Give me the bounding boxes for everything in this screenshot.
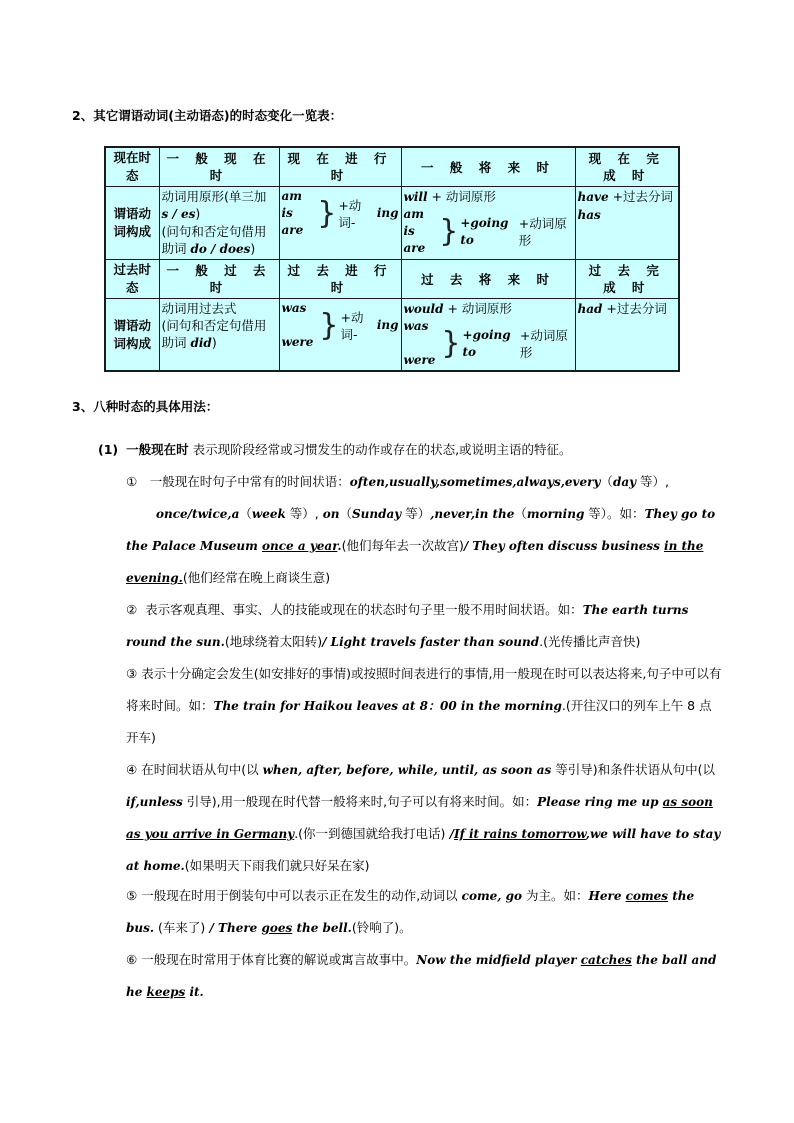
usage-item-5	[126, 880, 722, 944]
suffix-text: ing	[376, 206, 399, 220]
be-form: was	[403, 319, 429, 333]
example-text: the bus.	[126, 889, 695, 935]
usage-item-3	[126, 658, 722, 754]
aux-text: do / does	[190, 242, 251, 256]
item-number: ⑥	[126, 952, 138, 967]
suffix-text: +动词-	[338, 197, 362, 230]
suffix-text: +going to	[460, 215, 509, 247]
past-simple-cell	[159, 299, 279, 372]
text: 表示客观真理、事实、人的技能或现在的状态时句子里一般不用时间状语。如：	[145, 602, 583, 617]
tense-table	[104, 146, 680, 372]
past-perfect-header: 过 去 完 成 时	[575, 260, 679, 299]
text: 一般现在时常用于体育比赛的解说或寓言故事中。	[141, 952, 417, 967]
will-text: will	[403, 190, 428, 204]
example-text: once/twice,a	[156, 507, 240, 521]
example-text: The earth turns round the sun.	[126, 603, 689, 649]
text: 动词用原形(单三加	[161, 189, 267, 204]
example-text: when, after, before, while, until, as soon as	[262, 763, 552, 777]
past-progressive-cell	[279, 299, 401, 372]
translation: (他们每年去一次故宫)	[341, 538, 464, 553]
text: （	[339, 506, 352, 521]
text: 一般现在时用于倒装句中可以表示正在发生的动作,动词以	[141, 888, 462, 903]
translation: (地球绕着太阳转)	[224, 634, 323, 649]
past-forms-row	[105, 299, 679, 372]
usage-item-1	[126, 466, 722, 594]
suffix-text: +going to	[462, 327, 511, 359]
be-form: are	[403, 241, 426, 255]
future-cell	[401, 187, 575, 260]
be-form: is	[403, 224, 415, 238]
usage-description: 表示现阶段经常或习惯发生的动作或存在的状态,或说明主语的特征。	[188, 442, 572, 457]
text: （	[600, 474, 613, 489]
translation: (铃响了)。	[351, 920, 412, 935]
example-text: Please ring me up	[537, 795, 663, 809]
example-underlined: as soon as you arrive in Germany	[126, 795, 713, 841]
present-header-row	[105, 147, 679, 187]
text: 一般现在时句子中常有的时间状语：	[137, 474, 350, 489]
past-simple-header: 一 般 过 去 时	[159, 260, 279, 299]
example-text: Here	[588, 889, 626, 903]
example-underlined: catches	[580, 953, 632, 967]
has-text: has	[577, 208, 601, 222]
example-text: /	[445, 827, 454, 841]
would-text: would	[403, 302, 444, 316]
text: 表示十分确定会发生(如安排好的事情)或按照时间表进行的事情,用一般现在时可以表达将来,句子中可以有将来时间。如：	[126, 666, 722, 713]
text: )	[250, 241, 256, 256]
translation: (车来了)	[154, 920, 206, 935]
be-form: were	[403, 353, 436, 367]
usage-item-6	[126, 944, 722, 1008]
suffix-text: s / es	[161, 207, 196, 221]
brace-icon: }	[317, 195, 337, 231]
text: 等）。如：	[584, 506, 645, 521]
text: （	[239, 506, 252, 521]
future-header: 一 般 将 来 时	[401, 147, 575, 187]
aux-text: did	[190, 336, 212, 350]
row-label: 谓语动词构成	[105, 187, 159, 260]
item-number: ①	[126, 474, 138, 489]
example-text: on	[322, 507, 340, 521]
item-number: ③	[126, 666, 138, 681]
text: (问句和否定句借用助词	[161, 318, 267, 350]
present-forms-row	[105, 187, 679, 260]
present-label: 现在时态	[105, 147, 159, 187]
had-text: had	[577, 302, 603, 316]
present-simple-cell: 动词用原形(单三加 s / es) (问句和否定句借用助词 do / does)	[159, 187, 279, 260]
example-text: / Light travels faster than sound	[322, 635, 540, 649]
translation: .(开往汉口的列车上午 8 点开车)	[126, 698, 712, 745]
be-form: is	[281, 206, 293, 220]
row-label: 谓语动词构成	[105, 299, 159, 372]
item-number: ⑤	[126, 888, 138, 903]
usage-tense-name: 一般现在时	[126, 442, 189, 457]
be-form: was	[281, 301, 307, 315]
suffix-text: ing	[376, 318, 399, 332]
suffix-text: +动词原形	[518, 215, 567, 248]
be-form: am	[281, 189, 302, 203]
brace-icon: }	[441, 325, 461, 361]
example-text: The train for Haikou leaves at 8：00 in the morning	[213, 699, 562, 713]
past-perfect-cell	[575, 299, 679, 372]
example-text: the ball and he	[126, 953, 717, 999]
past-header-row	[105, 260, 679, 299]
text: 动词用过去式	[161, 301, 237, 316]
example-text: it.	[185, 985, 204, 999]
text: （	[514, 506, 527, 521]
text: 等）,	[636, 474, 670, 489]
example-text: if,unless	[126, 795, 183, 809]
translation: (他们经常在晚上商谈生意)	[182, 570, 331, 585]
translation: (如果明天下雨我们就只好呆在家)	[184, 858, 370, 873]
present-progressive-header: 现 在 进 行 时	[279, 147, 401, 187]
text: )	[211, 335, 217, 350]
translation: .(你一到德国就给我打电话)	[294, 826, 446, 841]
be-form: are	[281, 223, 304, 237]
past-progressive-header: 过 去 进 行 时	[279, 260, 401, 299]
present-perfect-header: 现 在 完 成 时	[575, 147, 679, 187]
example-underlined: keeps	[146, 985, 186, 999]
text: +过去分词	[602, 301, 667, 316]
text: +过去分词	[608, 189, 674, 204]
be-form: were	[281, 335, 314, 349]
text: 等引导)和条件状语从句中(以	[551, 762, 716, 777]
have-text: have	[577, 190, 609, 204]
item-number: ②	[126, 602, 138, 617]
brace-icon: }	[319, 307, 339, 343]
example-text: often,usually,sometimes,always,every	[349, 475, 601, 489]
example-underlined: once a year	[262, 539, 338, 553]
present-progressive-cell	[279, 187, 401, 260]
present-perfect-cell	[575, 187, 679, 260]
present-simple-header: 一 般 现 在 时	[159, 147, 279, 187]
example-text: / There	[205, 921, 262, 935]
suffix-text: +动词原形	[519, 327, 568, 360]
translation: .(光传播比声音快)	[539, 634, 641, 649]
text: 等）	[401, 506, 431, 521]
brace-icon: }	[439, 213, 459, 249]
example-text: ,we will have to stay at home.	[126, 827, 721, 873]
past-future-cell	[401, 299, 575, 372]
example-text: They go to the Palace Museum	[126, 507, 716, 553]
usage-item-4	[126, 754, 722, 882]
text: 在时间状语从句中(以	[141, 762, 263, 777]
text: + 动词原形	[443, 301, 512, 316]
example-text: come, go	[461, 889, 523, 903]
usage-item-2	[126, 594, 722, 658]
example-text: .	[337, 539, 342, 553]
text: 等）,	[285, 506, 323, 521]
example-text: the bell.	[292, 921, 352, 935]
section-2-heading: 2、其它谓语动词(主动语态)的时态变化一览表：	[72, 108, 343, 123]
text: 为主。如：	[522, 888, 589, 903]
suffix-text: +动词-	[340, 309, 364, 342]
text: (问句和否定句借用助词	[161, 224, 267, 256]
example-text: Sunday	[352, 507, 402, 521]
example-underlined: comes	[625, 889, 669, 903]
example-text: ,never,in the	[430, 507, 515, 521]
usage-title	[98, 440, 572, 458]
example-text: Now the midfield player	[416, 953, 581, 967]
example-text: / They often discuss business	[463, 539, 665, 553]
item-number: ④	[126, 762, 138, 777]
past-label: 过去时态	[105, 260, 159, 299]
example-underlined: goes	[261, 921, 293, 935]
example-text: week	[251, 507, 286, 521]
example-underlined: in the evening.	[126, 539, 704, 585]
section-3-heading: 3、八种时态的具体用法：	[72, 399, 219, 414]
text: + 动词原形	[427, 189, 496, 204]
example-underlined: If it rains tomorrow	[453, 827, 586, 841]
example-text: morning	[526, 507, 585, 521]
be-form: am	[403, 207, 424, 221]
example-text: day	[612, 475, 637, 489]
text: 引导),用一般现在时代替一般将来时,句子可以有将来时间。如：	[182, 794, 538, 809]
past-future-header: 过 去 将 来 时	[401, 260, 575, 299]
usage-number: (1)	[98, 442, 119, 457]
